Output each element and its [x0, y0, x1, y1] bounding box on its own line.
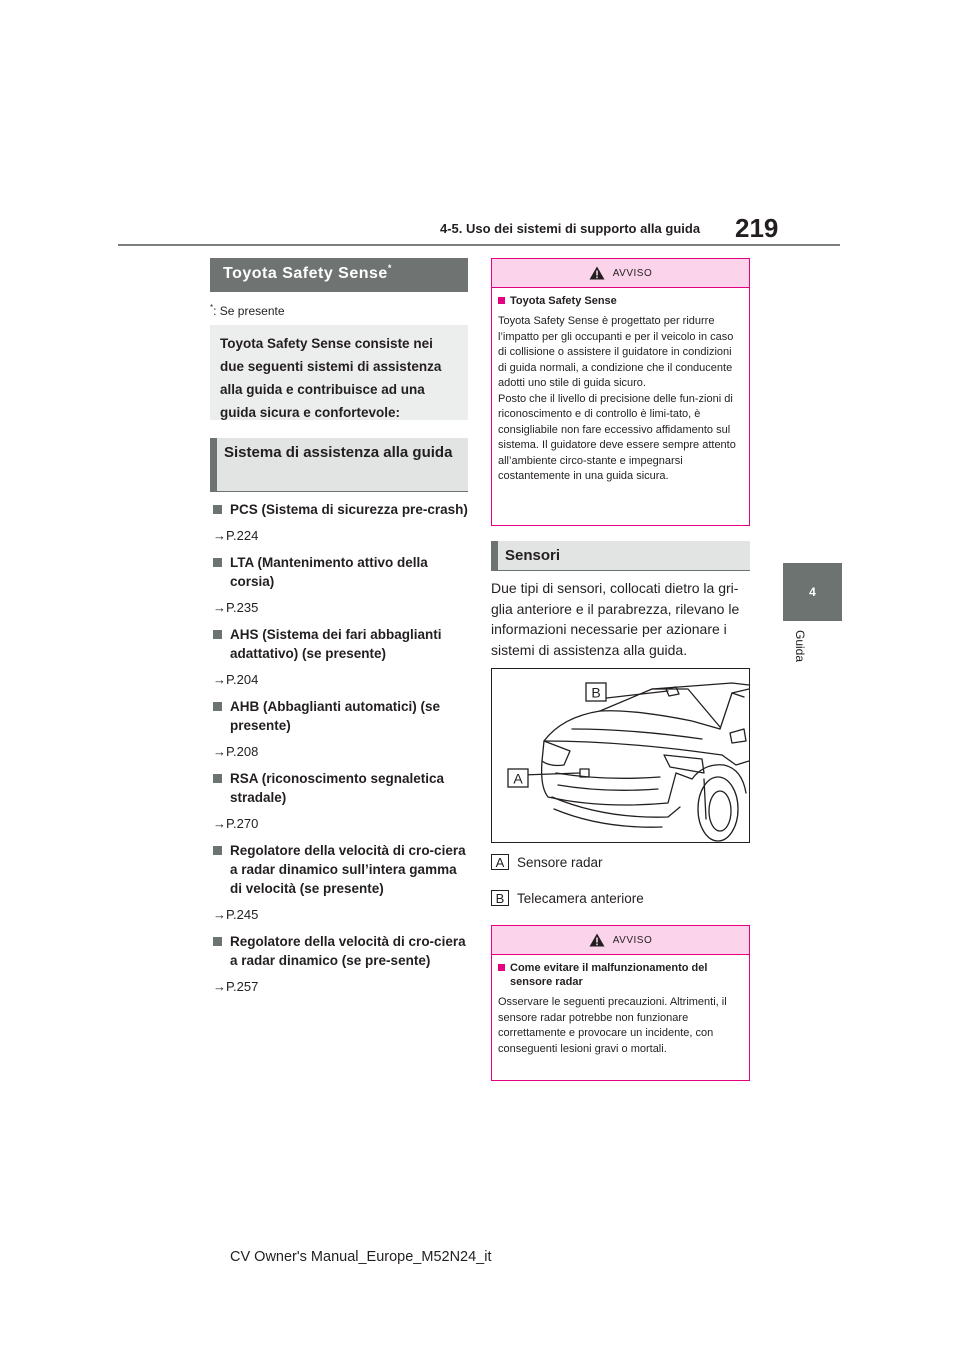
figure-label-a: A	[513, 770, 523, 787]
page-reference-link[interactable]: →P.245	[213, 907, 259, 922]
legend-item-radar	[491, 854, 603, 870]
list-item	[210, 625, 472, 687]
warning-box-top	[491, 258, 750, 526]
intro-text: Toyota Safety Sense consiste nei due seguenti sistemi di assistenza alla guida e contribuisce ad una guida sicura e confortevole:	[220, 336, 442, 420]
list-item	[210, 769, 472, 831]
warning-header	[492, 259, 749, 288]
chapter-label	[793, 630, 823, 690]
footnote	[210, 303, 285, 318]
legend-text: Telecamera anteriore	[517, 890, 644, 906]
list-item-title: AHB (Abbaglianti automatici) (se presente)	[210, 697, 472, 735]
page-reference-link[interactable]: →P.270	[213, 816, 259, 831]
warning-subheading: Toyota Safety Sense	[498, 294, 743, 308]
list-item-title: Regolatore della velocità di cro-ciera a radar dinamico sull’intera gamma di velocità (se presente)	[210, 841, 472, 898]
header-divider	[118, 244, 840, 246]
asterisk-mark: *	[387, 263, 392, 273]
list-item-title: AHS (Sistema dei fari abbaglianti adattativo) (se presente)	[210, 625, 472, 663]
warning-box-bottom	[491, 925, 750, 1081]
warning-subheading: Come evitare il malfunzionamento del sensore radar	[498, 961, 743, 989]
section-title: 4-5. Uso dei sistemi di supporto alla guida	[440, 221, 701, 236]
section-heading-text: Toyota Safety Sense	[223, 265, 388, 282]
page-reference-link[interactable]: →P.204	[213, 672, 259, 687]
car-illustration	[492, 669, 749, 842]
chapter-tab[interactable]	[783, 563, 842, 621]
footnote-mark: *	[210, 303, 214, 312]
list-item	[210, 841, 472, 922]
system-list	[210, 500, 472, 1004]
legend-text: Sensore radar	[517, 854, 603, 870]
chapter-label-text: Guida	[793, 630, 807, 663]
list-item-title: LTA (Mantenimento attivo della corsia)	[210, 553, 472, 591]
page-reference-link[interactable]: →P.224	[213, 528, 259, 543]
legend-key-a: A	[491, 854, 509, 870]
footnote-text: : Se presente	[213, 304, 285, 318]
warning-label: AVVISO	[612, 267, 653, 279]
warning-icon	[589, 933, 605, 947]
legend-key-b: B	[491, 890, 509, 906]
list-item	[210, 932, 472, 994]
footer-doc-id: CV Owner's Manual_Europe_M52N24_it	[230, 1249, 492, 1265]
page-reference-link[interactable]: →P.235	[213, 600, 259, 615]
list-item-title: PCS (Sistema di sicurezza pre-crash)	[210, 500, 472, 519]
list-item	[210, 553, 472, 615]
warning-header	[492, 926, 749, 955]
list-item-title: Regolatore della velocità di cro-ciera a radar dinamico (se pre-sente)	[210, 932, 472, 970]
list-item	[210, 697, 472, 759]
warning-label: AVVISO	[612, 934, 653, 946]
warning-icon	[589, 266, 605, 280]
subheading-text: Sistema di assistenza alla guida	[224, 444, 453, 461]
page-reference-link[interactable]: →P.208	[213, 744, 259, 759]
warning-text: Toyota Safety Sense è progettato per ridurre l’impatto per gli occupanti e per il veicolo in caso di collisione o assistere il guidatore in condizioni di guida normali, a condizione che il conducente adotti uno stile di guida sicuro. Posto che il livello di precisione delle fun-zioni di riconoscimento e di controllo è limi-tato, è consigliabile non fare eccessivo affidamento sul sistema. Il guidatore deve essere sempre attento all’ambiente circo-stante e impegnarsi costantemente in una guida sicura.	[498, 315, 736, 482]
legend-item-camera	[491, 890, 644, 906]
figure-label-b: B	[591, 684, 601, 701]
subheading-sensors	[491, 541, 750, 571]
list-item	[210, 500, 472, 543]
warning-text: Osservare le seguenti precauzioni. Altrimenti, il sensore radar potrebbe non funzionare correttamente e provocare un incidente, con conseguenti lesioni gravi o mortali.	[498, 996, 727, 1055]
section-heading	[210, 258, 468, 292]
subheading-text: Sensori	[505, 547, 561, 564]
chapter-number: 4	[809, 585, 816, 599]
subheading-assist-systems	[210, 438, 468, 492]
page-reference-link[interactable]: →P.257	[213, 979, 259, 994]
warning-body	[492, 955, 749, 1057]
warning-body	[492, 288, 749, 485]
list-item-title: RSA (riconoscimento segnaletica stradale)	[210, 769, 472, 807]
intro-box	[210, 325, 468, 420]
sensors-paragraph: Due tipi di sensori, collocati dietro la gri-glia anteriore e il parabrezza, rilevano le informazioni necessarie per azionare i sistemi di assistenza alla guida.	[491, 580, 740, 658]
car-sensor-figure	[491, 668, 750, 843]
page-number: 219	[735, 213, 779, 243]
